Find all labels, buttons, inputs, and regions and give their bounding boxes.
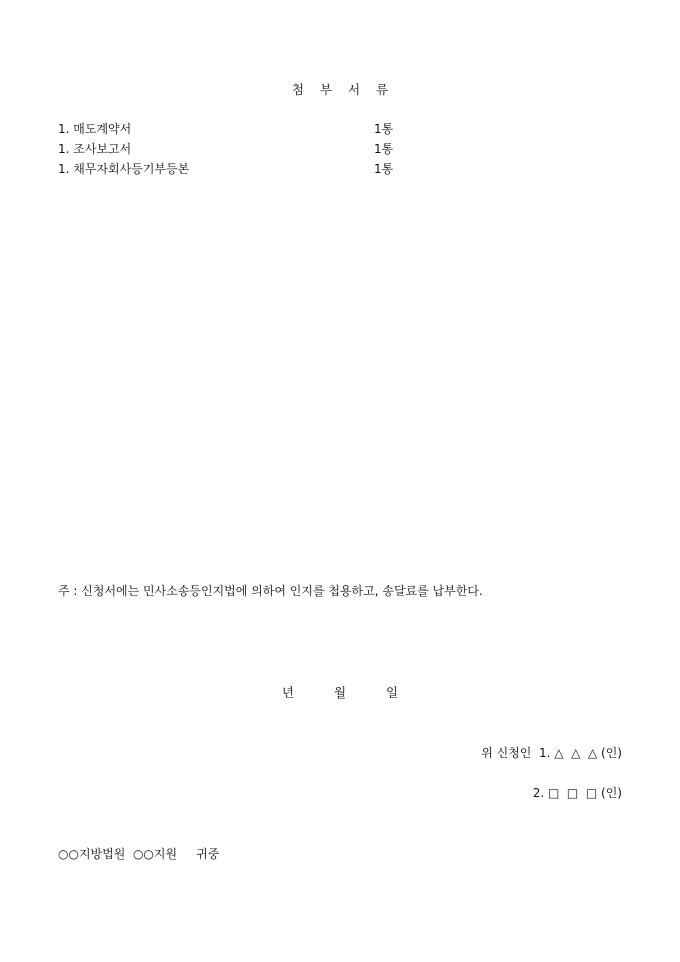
date-day-label: 일 xyxy=(386,685,399,700)
court-addressee: ○○지방법원 ○○지원 귀중 xyxy=(58,847,220,861)
title-char: 서 xyxy=(347,82,361,97)
title-char: 류 xyxy=(376,82,389,97)
applicant-line-1: 위 신청인 1. △ △ △ (인) xyxy=(481,746,622,760)
title-char: 첨 xyxy=(291,82,304,97)
attachment-name: 1. 조사보고서 xyxy=(58,142,132,156)
note-text: 주 : 신청서에는 민사소송등인지법에 의하여 인지를 첩용하고, 송달료를 납부한다. xyxy=(58,584,483,598)
attachment-name: 1. 채무자회사등기부등본 xyxy=(58,162,190,176)
date-year-label: 년 xyxy=(281,685,294,700)
applicant-line-2: 2. □ □ □ (인) xyxy=(532,786,622,800)
attachment-qty: 1통 xyxy=(374,122,394,136)
title-char: 부 xyxy=(319,82,332,97)
document-title xyxy=(0,80,680,98)
date-month-label: 월 xyxy=(333,685,347,700)
attachment-name: 1. 매도계약서 xyxy=(58,122,132,136)
date-line xyxy=(0,683,680,701)
attachment-qty: 1통 xyxy=(374,142,394,156)
attachment-qty: 1통 xyxy=(374,162,394,176)
